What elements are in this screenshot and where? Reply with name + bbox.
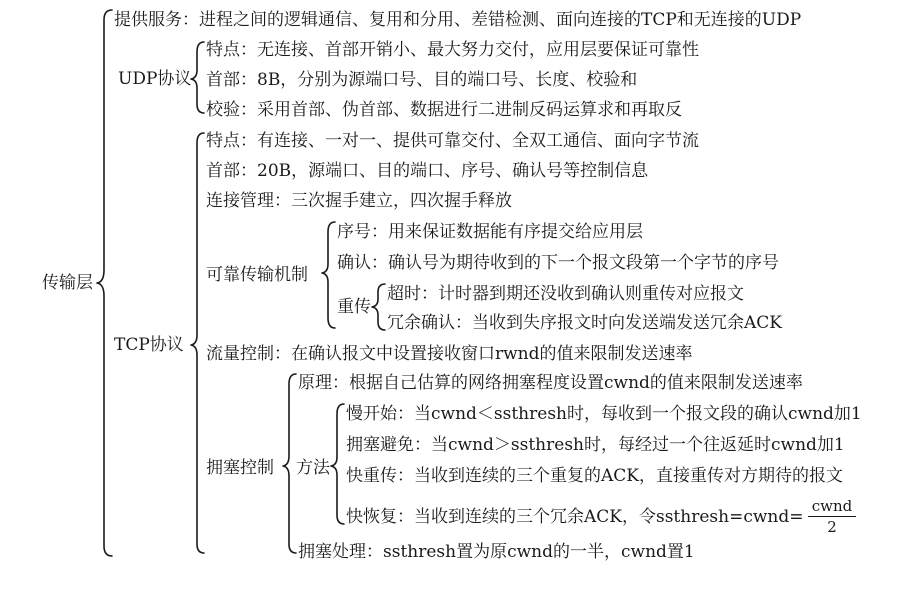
udp-features: 特点：无连接、首部开销小、最大努力交付，应用层要保证可靠性	[206, 40, 699, 60]
bracket-tcp	[191, 133, 204, 553]
tcp-connection: 连接管理：三次握手建立，四次握手释放	[206, 191, 512, 211]
tcp-header: 首部：20B，源端口、目的端口、序号、确认号等控制信息	[206, 161, 649, 181]
congestion-principle: 原理：根据自己估算的网络拥塞程度设置cwnd的值来限制发送速率	[298, 373, 803, 393]
root-label: 传输层	[42, 273, 93, 293]
fraction-denominator: 2	[827, 518, 837, 536]
bracket-methods	[331, 404, 344, 524]
tcp-features: 特点：有连接、一对一、提供可靠交付、全双工通信、面向字节流	[206, 131, 699, 151]
udp-label: UDP协议	[118, 69, 192, 89]
bracket-udp	[191, 42, 204, 113]
congestion-label: 拥塞控制	[206, 458, 274, 478]
method-fast-recovery: 快恢复：当收到连续的三个冗余ACK，令ssthresh=cwnd=	[346, 507, 804, 527]
retransmit-timeout: 超时：计时器到期还没收到确认则重传对应报文	[387, 284, 744, 304]
bracket-retransmit	[372, 284, 385, 330]
retransmit-dupack: 冗余确认：当收到失序报文时向发送端发送冗余ACK	[387, 313, 782, 333]
methods-label: 方法	[296, 458, 330, 478]
fraction-numerator: cwnd	[811, 497, 853, 515]
method-fast-retransmit: 快重传：当收到连续的三个重复的ACK，直接重传对方期待的报文	[346, 466, 843, 486]
tcp-label: TCP协议	[114, 335, 184, 355]
reliable-ack: 确认：确认号为期待收到的下一个报文段第一个字节的序号	[337, 253, 779, 273]
bracket-congestion	[283, 374, 296, 553]
congestion-handling: 拥塞处理：ssthresh置为原cwnd的一半，cwnd置1	[298, 542, 695, 562]
bracket-root	[97, 10, 112, 556]
method-slow-start: 慢开始：当cwnd＜ssthresh时，每收到一个报文段的确认cwnd加1	[346, 404, 862, 424]
flow-control: 流量控制：在确认报文中设置接收窗口rwnd的值来限制发送速率	[206, 344, 693, 364]
services-text: 提供服务：进程之间的逻辑通信、复用和分用、差错检测、面向连接的TCP和无连接的UDP	[114, 10, 802, 30]
udp-header: 首部：8B，分别为源端口号、目的端口号、长度、校验和	[206, 70, 638, 90]
reliable-seq: 序号：用来保证数据能有序提交给应用层	[337, 222, 643, 242]
method-avoidance: 拥塞避免：当cwnd＞ssthresh时，每经过一个往返延时cwnd加1	[346, 435, 845, 455]
udp-checksum: 校验：采用首部、伪首部、数据进行二进制反码运算求和再取反	[206, 100, 682, 120]
retransmit-label: 重传	[337, 297, 371, 317]
reliable-label: 可靠传输机制	[206, 265, 308, 285]
fraction-bar	[808, 516, 856, 517]
bracket-reliable	[322, 222, 335, 328]
